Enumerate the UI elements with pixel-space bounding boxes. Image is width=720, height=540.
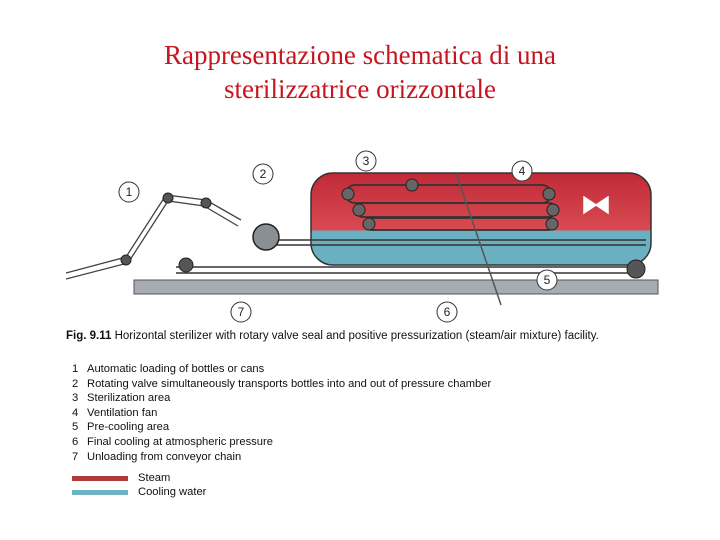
caption-text: Horizontal sterilizer with rotary valve seal and positive pressurization (steam/air mixture) facility. xyxy=(114,330,599,342)
legend-text: Unloading from conveyor chain xyxy=(87,450,242,463)
legend-text: Automatic loading of bottles or cans xyxy=(87,363,265,375)
title-line-2: sterilizzatrice orizzontale xyxy=(223,74,497,104)
legend-num: 5 xyxy=(72,421,79,434)
legend-text: Final cooling at atmospheric pressure xyxy=(87,435,273,448)
legend-num: 1 xyxy=(72,363,79,375)
legend-text: Sterilization area xyxy=(87,392,171,405)
legend-text: Pre-cooling area xyxy=(87,421,170,434)
numbered-legend xyxy=(72,362,491,464)
callout-7: 7 xyxy=(237,305,245,319)
legend-item xyxy=(72,391,491,406)
figure-caption xyxy=(66,330,599,342)
legend-item xyxy=(72,435,491,450)
slide-title xyxy=(0,38,720,106)
legend-num: 7 xyxy=(72,450,79,463)
rotary-valve xyxy=(253,224,279,250)
callout-4: 4 xyxy=(518,164,526,178)
legend-item xyxy=(72,420,491,435)
callout-6: 6 xyxy=(443,305,451,319)
legend-item xyxy=(72,377,491,392)
legend-item xyxy=(72,406,491,421)
legend-num: 3 xyxy=(72,392,79,405)
steam-swatch xyxy=(72,476,128,481)
cooling-water-swatch xyxy=(72,490,128,495)
callout-5: 5 xyxy=(543,273,551,287)
legend-text: Rotating valve simultaneously transports bottles into and out of pressure chamber xyxy=(87,377,492,390)
legend-text: Ventilation fan xyxy=(87,406,158,419)
key-cooling-water xyxy=(72,486,206,498)
floor-base xyxy=(134,280,658,294)
steam-label: Steam xyxy=(138,472,171,484)
cooling-water-label: Cooling water xyxy=(138,486,207,498)
caption-label: Fig. 9.11 xyxy=(66,330,112,342)
legend-num: 6 xyxy=(72,435,79,448)
legend-item xyxy=(72,450,491,465)
key-steam xyxy=(72,472,170,484)
pressure-chamber xyxy=(311,173,651,265)
callout-2: 2 xyxy=(259,167,267,181)
callout-1: 1 xyxy=(125,185,133,199)
legend-num: 2 xyxy=(72,377,79,390)
callout-3: 3 xyxy=(362,154,370,168)
legend-num: 4 xyxy=(72,406,79,419)
legend-item xyxy=(72,362,491,377)
sterilizer-diagram xyxy=(56,145,666,325)
title-line-1: Rappresentazione schematica di una xyxy=(163,40,557,70)
